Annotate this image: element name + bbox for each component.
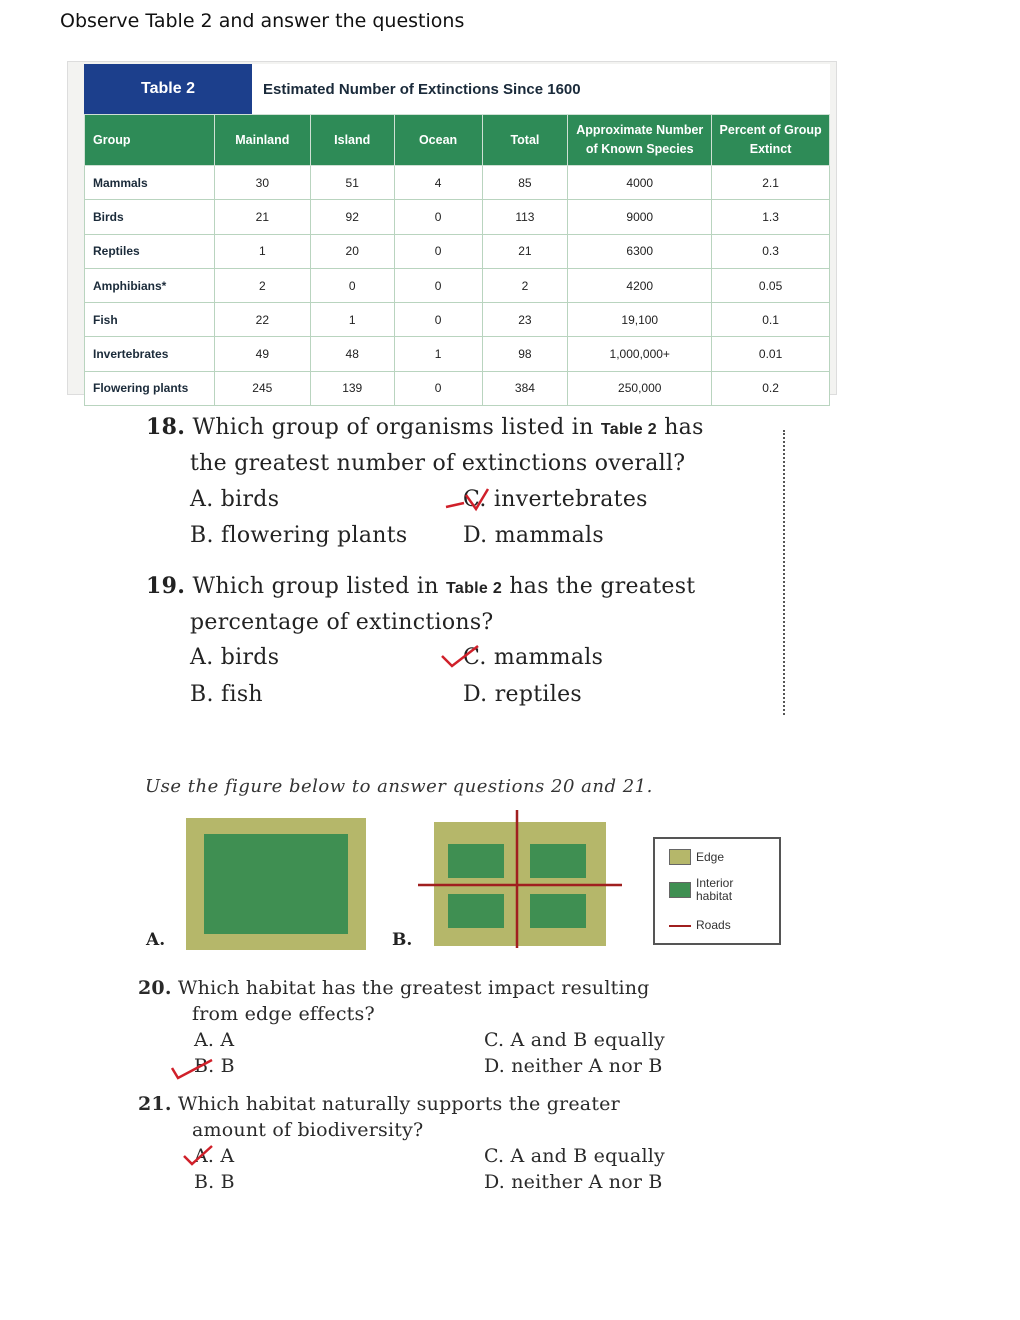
question-21-line-2: amount of biodiversity? (192, 1119, 424, 1141)
table-cell: Amphibians* (85, 268, 215, 302)
table-cell: 48 (310, 337, 394, 371)
question-18 (146, 414, 704, 440)
table-cell: 2.1 (712, 166, 830, 200)
legend-roads (669, 919, 731, 932)
col-header: Group (85, 115, 215, 166)
table-cell: Flowering plants (85, 371, 215, 405)
table-row (85, 234, 830, 268)
option-a-selected[interactable]: A. A (194, 1145, 235, 1167)
table-cell: 384 (482, 371, 568, 405)
table-row (85, 200, 830, 234)
table-cell: Mammals (85, 166, 215, 200)
table-cell: 4 (394, 166, 482, 200)
table-cell: 30 (214, 166, 310, 200)
table-cell: 0.2 (712, 371, 830, 405)
interior-habitat (204, 834, 348, 934)
question-text: Which group listed in (192, 574, 439, 599)
table-cell: 49 (214, 337, 310, 371)
table-row (85, 166, 830, 200)
table-cell: 0 (394, 371, 482, 405)
figure-legend (653, 837, 781, 945)
figure-caption: Use the figure below to answer questions 20 and 21. (145, 776, 653, 797)
table-cell: 250,000 (568, 371, 712, 405)
red-check-mark-icon (438, 642, 488, 670)
option-b[interactable]: B. B (194, 1171, 235, 1193)
question-number: 18. (146, 414, 186, 440)
table-cell: 1 (394, 337, 482, 371)
dotted-margin-line (783, 430, 785, 715)
legend-label (696, 877, 733, 903)
table-cell: 1.3 (712, 200, 830, 234)
option-a[interactable]: A. birds (190, 645, 280, 670)
extinctions-table (84, 114, 830, 406)
interior-habitat (530, 844, 586, 878)
table-cell: 0.3 (712, 234, 830, 268)
option-d[interactable]: D. mammals (463, 523, 604, 548)
table-cell: 0 (394, 234, 482, 268)
table-cell: Invertebrates (85, 337, 215, 371)
legend-edge (669, 849, 724, 865)
table-2 (68, 62, 836, 394)
question-20 (138, 977, 650, 999)
question-18-line-2: the greatest number of extinctions overall? (190, 451, 686, 476)
option-c[interactable]: C. A and B equally (484, 1029, 665, 1051)
red-check-mark-icon (168, 1054, 218, 1084)
table-header-row (85, 115, 830, 166)
table-cell: 4200 (568, 268, 712, 302)
habitat-a-diagram (186, 818, 366, 950)
table-cell: 21 (482, 234, 568, 268)
table-cell: 85 (482, 166, 568, 200)
table-cell: Birds (85, 200, 215, 234)
table-cell: 22 (214, 303, 310, 337)
legend-label: Roads (696, 918, 731, 932)
option-c-selected[interactable]: C. invertebrates (463, 487, 648, 512)
question-number: 21. (138, 1093, 172, 1115)
question-text: has (664, 415, 704, 440)
table-cell: 139 (310, 371, 394, 405)
interior-habitat (530, 894, 586, 928)
question-text: Which habitat naturally supports the greater (177, 1093, 620, 1115)
table-cell: 21 (214, 200, 310, 234)
table-cell: 6300 (568, 234, 712, 268)
table-cell: 19,100 (568, 303, 712, 337)
option-a[interactable]: A. A (194, 1029, 235, 1051)
table-cell: 51 (310, 166, 394, 200)
option-d[interactable]: D. neither A nor B (484, 1055, 663, 1077)
interior-habitat (448, 894, 504, 928)
option-b[interactable]: B. flowering plants (190, 523, 408, 548)
table-cell: 0.05 (712, 268, 830, 302)
table-cell: 1 (214, 234, 310, 268)
col-header: Percent of Group Extinct (712, 115, 830, 166)
table-row (85, 371, 830, 405)
table-cell: 4000 (568, 166, 712, 200)
table-reference: Table 2 (600, 421, 657, 438)
table-cell: 0 (394, 200, 482, 234)
question-text: Which habitat has the greatest impact resulting (177, 977, 650, 999)
table-reference: Table 2 (445, 580, 503, 597)
question-text: Which group of organisms listed in (192, 415, 594, 440)
table-cell: 2 (482, 268, 568, 302)
table-cell: 1,000,000+ (568, 337, 712, 371)
question-text: has the greatest (509, 574, 696, 599)
table-cell: 0 (394, 303, 482, 337)
option-c[interactable]: C. A and B equally (484, 1145, 665, 1167)
legend-label-line1: Interior (696, 876, 734, 890)
table-cell: 0 (310, 268, 394, 302)
table-header (84, 64, 830, 116)
col-header: Island (310, 115, 394, 166)
figure-label-a: A. (146, 930, 166, 950)
table-cell: 23 (482, 303, 568, 337)
table-row (85, 337, 830, 371)
question-21 (138, 1093, 620, 1115)
legend-label-line2: habitat (696, 889, 733, 903)
table-cell: Fish (85, 303, 215, 337)
table-cell: 9000 (568, 200, 712, 234)
interior-habitat (448, 844, 504, 878)
question-19-line-2: percentage of extinctions? (190, 610, 494, 635)
question-number: 20. (138, 977, 172, 999)
table-cell: 2 (214, 268, 310, 302)
table-cell: 1 (310, 303, 394, 337)
table-row (85, 303, 830, 337)
table-tag: Table 2 (84, 64, 252, 114)
option-b[interactable]: B. fish (190, 682, 263, 707)
option-d[interactable]: D. reptiles (463, 682, 582, 707)
question-20-line-2: from edge effects? (192, 1003, 375, 1025)
option-b-selected[interactable]: B. B (194, 1055, 235, 1077)
option-d[interactable]: D. neither A nor B (484, 1171, 663, 1193)
col-header: Mainland (214, 115, 310, 166)
question-19 (146, 573, 695, 599)
table-cell: 98 (482, 337, 568, 371)
col-header: Approximate Number of Known Species (568, 115, 712, 166)
instruction-text: Observe Table 2 and answer the questions (60, 10, 465, 32)
table-cell: 245 (214, 371, 310, 405)
col-header: Total (482, 115, 568, 166)
table-cell: 0.1 (712, 303, 830, 337)
option-a[interactable]: A. birds (190, 487, 280, 512)
red-check-mark-icon (182, 1144, 222, 1170)
road-swatch (669, 925, 691, 927)
table-cell: 113 (482, 200, 568, 234)
edge-swatch (669, 849, 691, 865)
option-c-selected[interactable]: C. mammals (463, 645, 604, 670)
table-cell: 0 (394, 268, 482, 302)
table-cell: 20 (310, 234, 394, 268)
table-title: Estimated Number of Extinctions Since 1600 (263, 80, 581, 98)
legend-label: Edge (696, 849, 725, 864)
interior-swatch (669, 882, 691, 898)
table-row (85, 268, 830, 302)
habitat-b-diagram (418, 810, 628, 950)
table-cell: 92 (310, 200, 394, 234)
legend-interior (669, 877, 733, 903)
col-header: Ocean (394, 115, 482, 166)
red-check-mark-icon (442, 485, 492, 515)
table-cell: Reptiles (85, 234, 215, 268)
table-cell: 0.01 (712, 337, 830, 371)
figure-label-b: B. (392, 930, 413, 950)
question-number: 19. (146, 573, 186, 599)
